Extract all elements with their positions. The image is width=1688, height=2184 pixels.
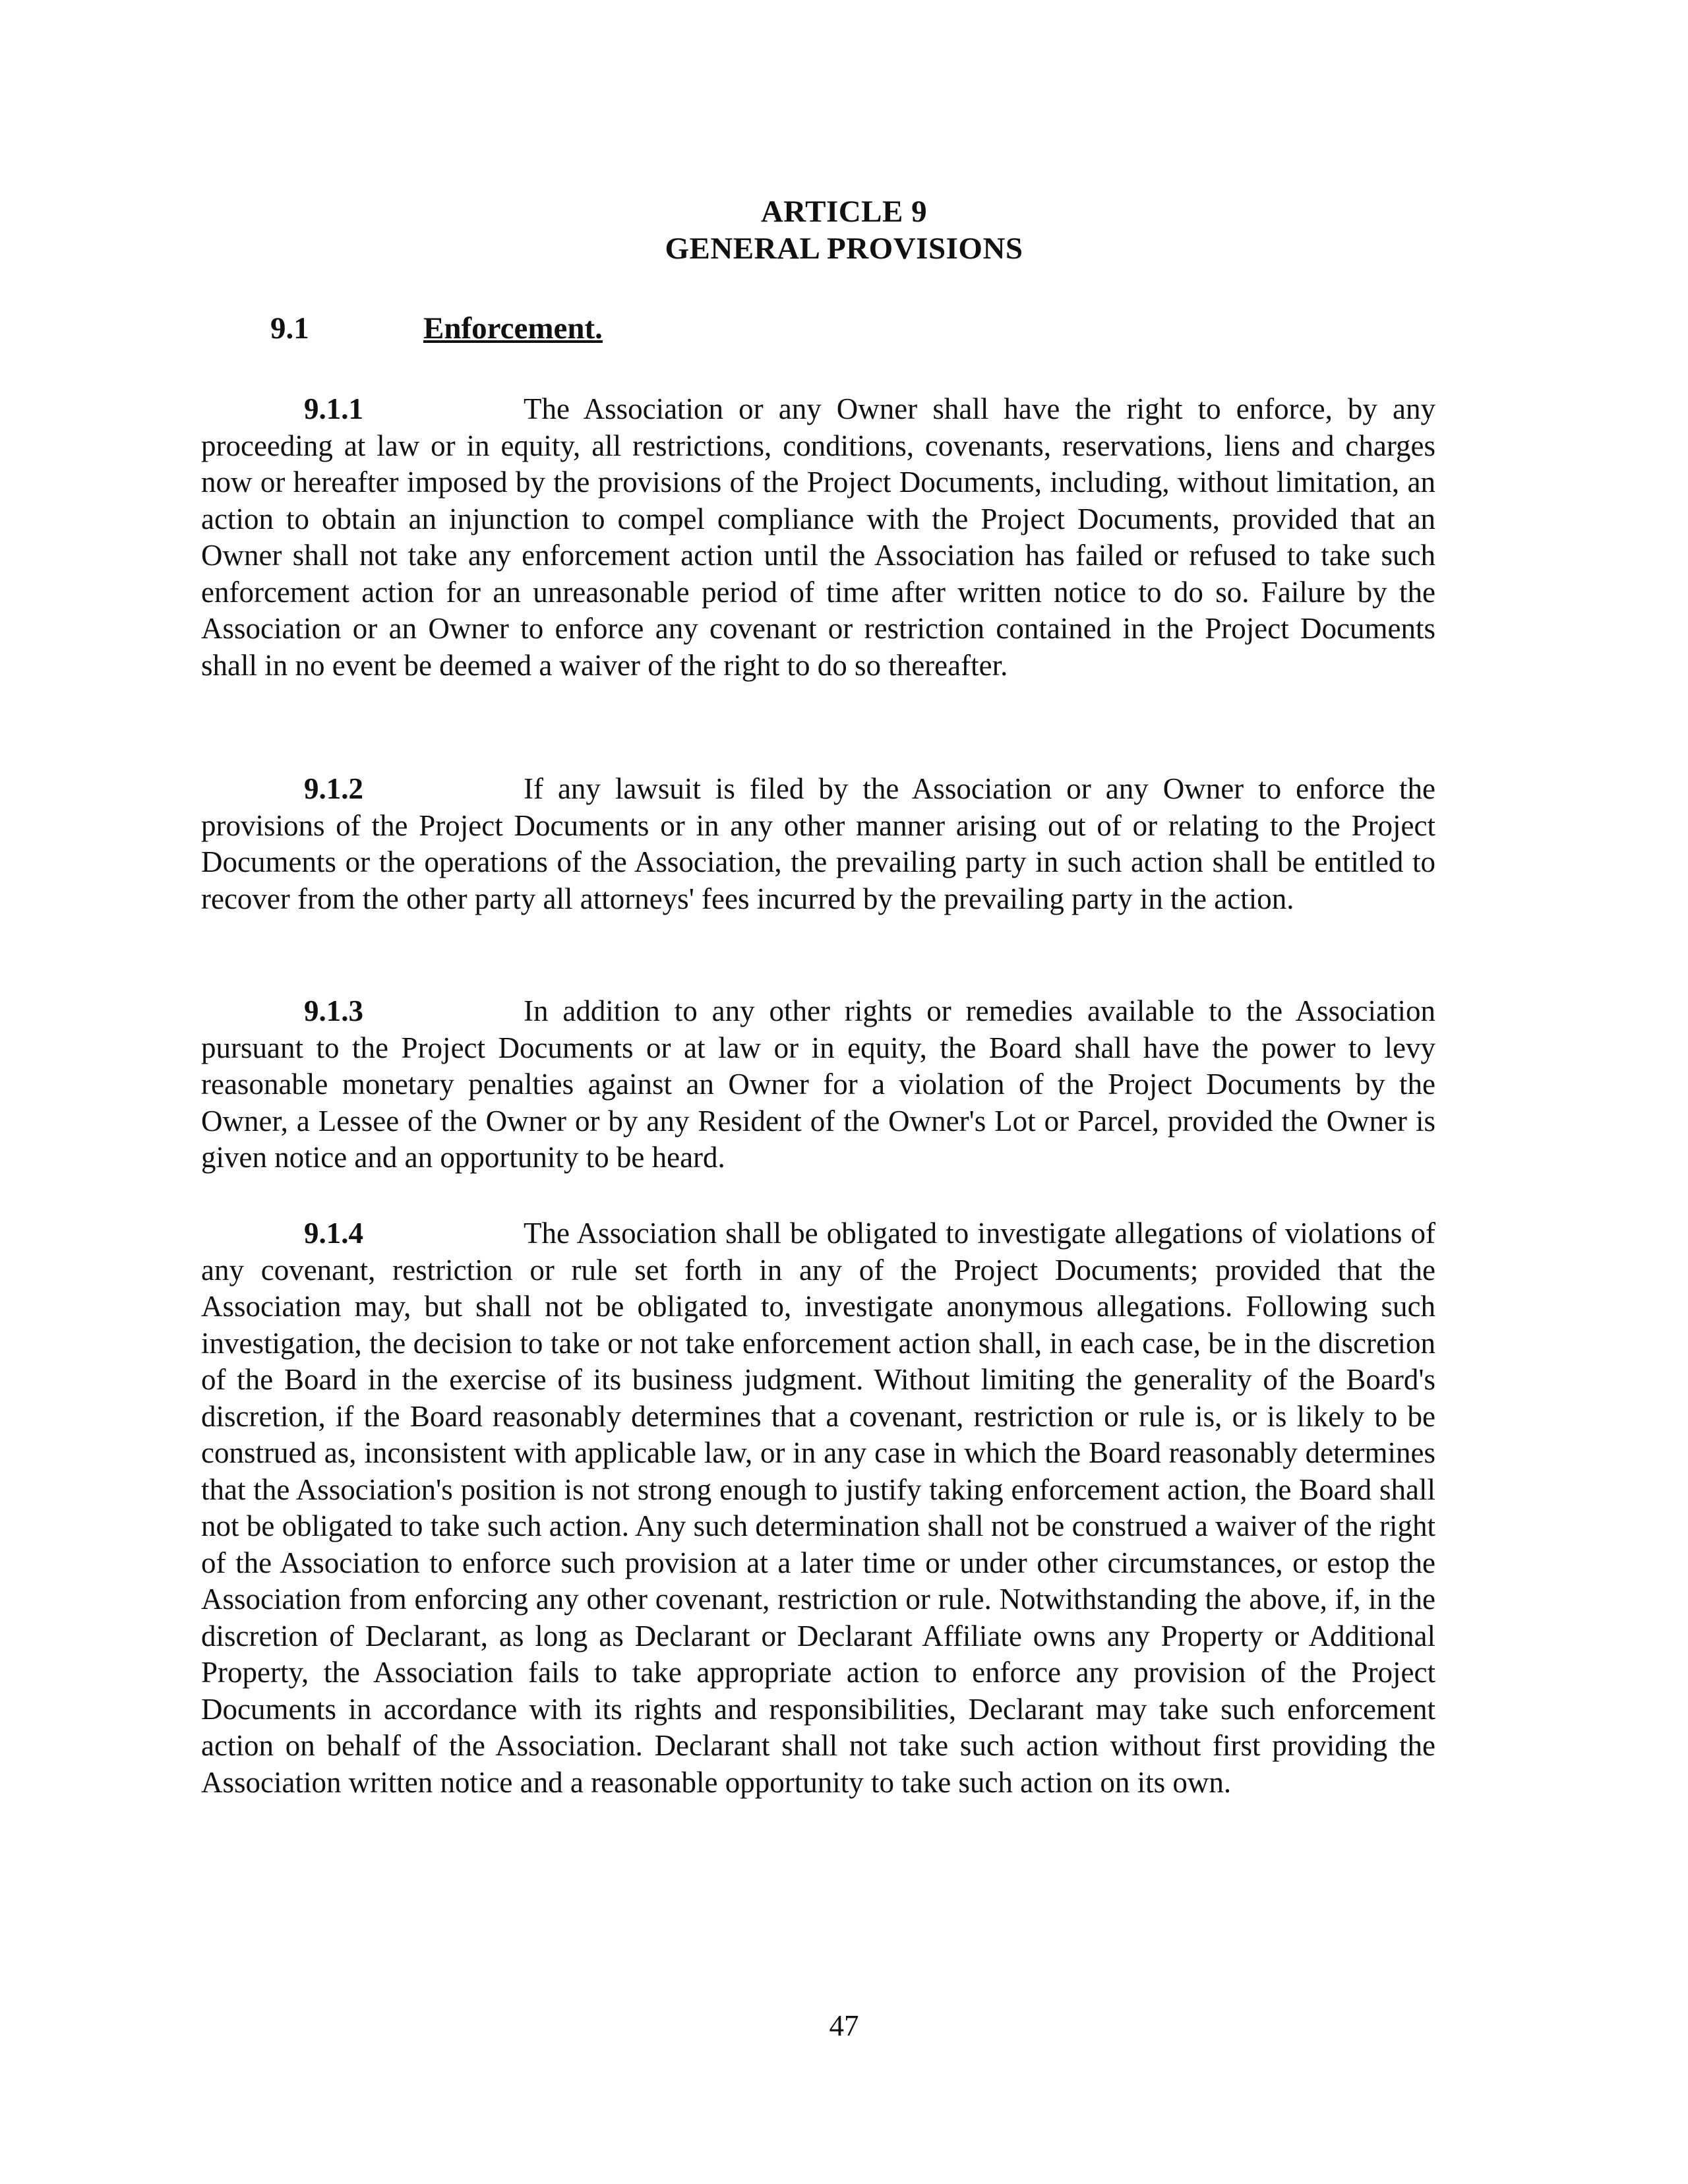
paragraph-number: 9.1.4 [304,1217,363,1250]
paragraph-number: 9.1.1 [304,392,363,425]
paragraph-9-1-1 [201,391,1435,684]
paragraph-9-1-2 [201,771,1435,917]
article-header [0,193,1688,267]
paragraph-text: In addition to any other rights or remedies available to the Association pursuant to the Project Documents or at law or in equity, the Board shall have the power to levy reasonable monetary penalties against an Owner for a violation of the Project Documents by the Owner, a Lessee of the Owner or by any Resident of the Owner's Lot or Parcel, provided the Owner is given notice and an opportunity to be heard. [201,994,1435,1174]
paragraph-text: The Association shall be obligated to investigate allegations of violations of any covenant, restriction or rule set forth in any of the Project Documents; provided that the Association may, but shall not be obligated to, investigate anonymous allegations. Following such investigation, the decision to take or not take enforcement action shall, in each case, be in the discretion of the Board in the exercise of its business judgment. Without limiting the generality of the Board's discretion, if the Board reasonably determines that a covenant, restriction or rule is, or is likely to be construed as, inconsistent with applicable law, or in any case in which the Board reasonably determines that the Association's position is not strong enough to justify taking enforcement action, the Board shall not be obligated to take such action. Any such determination shall not be construed a waiver of the right of the Association to enforce such provision at a later time or under other circumstances, or estop the Association from enforcing any other covenant, restriction or rule. Notwithstanding the above, if, in the discretion of Declarant, as long as Declarant or Declarant Affiliate owns any Property or Additional Property, the Association fails to take appropriate action to enforce any provision of the Project Documents in accordance with its rights and responsibilities, Declarant may take such enforcement action on behalf of the Association. Declarant shall not take such action without first providing the Association written notice and a reasonable opportunity to take such action on its own. [201,1217,1435,1799]
article-number: ARTICLE 9 [760,195,928,229]
paragraph-number: 9.1.2 [304,772,363,805]
section-title: Enforcement. [423,311,603,346]
section-number: 9.1 [270,311,309,346]
article-title: GENERAL PROVISIONS [665,231,1023,266]
paragraph-number: 9.1.3 [304,994,363,1027]
paragraph-9-1-4 [201,1215,1435,1801]
paragraph-9-1-3 [201,993,1435,1176]
section-heading [270,310,603,347]
paragraph-text: The Association or any Owner shall have the right to enforce, by any proceeding at law or in equity, all restrictions, conditions, covenants, reservations, liens and charges now or hereafter imposed by the provisions of the Project Documents, including, without limitation, an action to obtain an injunction to compel compliance with the Project Documents, provided that an Owner shall not take any enforcement action until the Association has failed or refused to take such enforcement action for an unreasonable period of time after written notice to do so. Failure by the Association or an Owner to enforce any covenant or restriction contained in the Project Documents shall in no event be deemed a waiver of the right to do so thereafter. [201,392,1435,682]
page-number: 47 [829,2009,859,2042]
paragraph-text: If any lawsuit is filed by the Association or any Owner to enforce the provisions of the Project Documents or in any other manner arising out of or relating to the Project Documents or the operations of the Association, the prevailing party in such action shall be entitled to recover from the other party all attorneys' fees incurred by the prevailing party in the action. [201,772,1435,915]
